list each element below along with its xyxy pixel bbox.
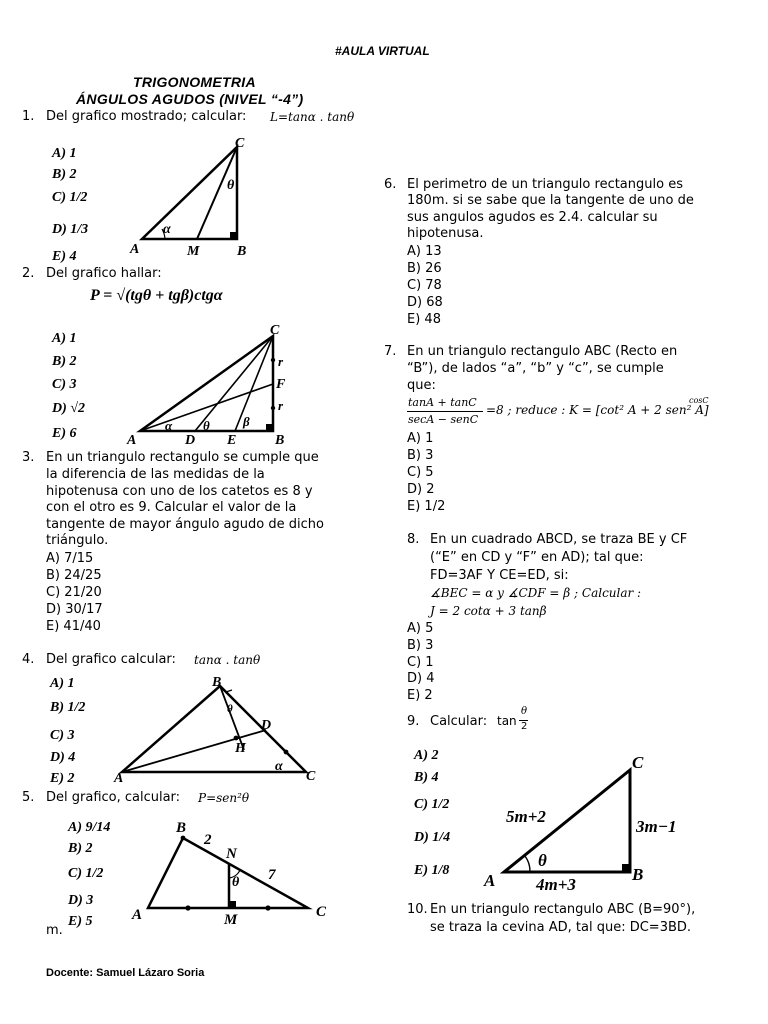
q2-option-c: C) 3 [52,377,77,392]
q3-line-2: la diferencia de las medidas de la [46,467,265,482]
q6-line-1: El perimetro de un triangulo rectangulo es [407,177,683,192]
q8-condition: ∡BEC = α y ∡CDF = β ; Calcular : [430,586,642,600]
q10-line-1: En un triangulo rectangulo ABC (B=90°), [430,902,696,917]
q5-trailing-text: m. [46,923,63,938]
q2-figure [125,322,295,446]
q4-number: 4. [22,652,35,667]
q2-option-e: E) 6 [52,426,77,441]
q9-label-hypotenuse: 5m+2 [506,807,546,826]
q4-text: Del grafico calcular: [46,652,176,667]
q7-fraction-numerator: tanA + tanC [408,396,477,409]
q6-line-3: sus angulos agudos es 2.4. calcular su [407,210,658,225]
q4-option-b: B) 1/2 [50,700,86,715]
q5-label-two: 2 [204,832,212,848]
q6-line-4: hipotenusa. [407,226,484,241]
q8-option-e: E) 2 [407,688,433,703]
q1-label-a: A [130,242,140,257]
q2-label-beta: β [243,414,250,429]
q8-option-a: A) 5 [407,621,434,636]
q1-option-b: B) 2 [52,167,77,182]
q2-number: 2. [22,266,35,281]
q7-option-c: C) 5 [407,465,434,480]
q3-line-5: tangente de mayor ángulo agudo de dicho [46,517,324,532]
footer-teacher: Docente: Samuel Lázaro Soria [46,967,205,979]
q8-option-b: B) 3 [407,638,434,653]
q2-label-alpha: α [165,418,173,433]
q8-line-1: En un cuadrado ABCD, se traza BE y CF [430,532,688,547]
q6-number: 6. [384,177,397,192]
q5-option-a: A) 9/14 [68,820,111,835]
q4-expression: tanα . tanθ [194,653,261,667]
q6-option-d: D) 68 [407,295,443,310]
q5-label-c: C [316,904,327,920]
q2-option-b: B) 2 [52,354,77,369]
q7-fraction-bar [407,411,483,412]
q1-label-theta: θ [227,178,235,193]
q4-label-d: D [261,718,272,733]
q8-line-2: (“E” en CD y “F” en AD); tal que: [430,550,644,565]
q3-option-a: A) 7/15 [46,551,94,566]
q1-option-d: D) 1/3 [52,222,89,237]
title-line1: TRIGONOMETRIA [133,74,256,90]
q3-line-1: En un triangulo rectangulo se cumple que [46,450,319,465]
q9-figure [480,748,700,896]
q2-label-r2: r [278,398,284,413]
q5-expression: P=sen²θ [198,791,250,805]
q4-label-alpha: α [275,759,283,774]
q7-equation: =8 ; reduce : K = [cot² A + 2 sen² A] [486,403,709,417]
q5-option-d: D) 3 [68,893,94,908]
header-tag: #AULA VIRTUAL [335,44,430,58]
q3-option-b: B) 24/25 [46,568,102,583]
q7-line-2: “B”), de lados “a”, “b” y “c”, se cumple [407,361,664,376]
q2-label-a: A [127,433,137,446]
q4-option-e: E) 2 [50,771,75,786]
q6-option-b: B) 26 [407,261,442,276]
q3-number: 3. [22,450,35,465]
q1-label-alpha: α [163,222,171,237]
q8-expression: J = 2 cotα + 3 tanβ [430,604,547,618]
q7-exponent: cosC [689,396,709,405]
q9-option-e: E) 1/8 [414,863,450,878]
q1-expression: L=tanα . tanθ [270,110,355,124]
q7-fraction-denominator: secA − senC [408,413,479,426]
q7-option-d: D) 2 [407,482,435,497]
q4-label-a: A [114,771,124,786]
q1-label-c: C [235,136,245,151]
q7-option-a: A) 1 [407,431,434,446]
q2-label-d: D [185,433,196,446]
q9-label-leg: 3m−1 [636,817,677,836]
q1-label-m: M [187,244,200,259]
q9-label-theta: θ [538,851,547,870]
q5-text: Del grafico, calcular: [46,790,181,805]
title-line2: ÁNGULOS AGUDOS (NIVEL “-4”) [76,91,304,107]
q9-number: 9. [407,714,420,729]
q9-label-c: C [632,753,644,772]
q2-option-d: D) √2 [52,401,85,416]
q5-label-b: B [176,820,187,836]
q5-figure [128,816,338,928]
q6-option-a: A) 13 [407,244,442,259]
q9-expression-prefix: tan [497,714,517,728]
q4-label-h: H [235,741,246,756]
q5-label-a: A [132,907,143,923]
q9-fraction-numerator: θ [521,706,528,717]
q2-label-e: E [227,433,237,446]
q2-label-f: F [276,377,286,392]
q2-expression: P = √(tgθ + tgβ)ctgα [90,287,223,304]
q2-label-r1: r [278,354,284,369]
q9-label-base: 4m+3 [536,875,576,894]
q1-text: Del grafico mostrado; calcular: [46,109,247,124]
q9-option-d: D) 1/4 [414,830,451,845]
q3-option-e: E) 41/40 [46,619,101,634]
q8-option-c: C) 1 [407,655,434,670]
q8-number: 8. [407,532,420,547]
q5-option-c: C) 1/2 [68,866,104,881]
q3-line-3: hipotenusa con uno de los catetos es 8 y [46,484,313,499]
q3-option-d: D) 30/17 [46,602,103,617]
q1-figure [125,133,260,261]
q3-line-4: con el otro es 9. Calcular el valor de la [46,500,297,515]
q4-option-c: C) 3 [50,728,75,743]
q4-figure [108,672,324,786]
q9-label-a: A [484,871,496,890]
q9-option-c: C) 1/2 [414,797,450,812]
q4-option-d: D) 4 [50,750,76,765]
q4-option-a: A) 1 [50,676,75,691]
q7-option-e: E) 1/2 [407,499,446,514]
q7-option-b: B) 3 [407,448,434,463]
q10-line-2: se traza la cevina AD, tal que: DC=3BD. [430,920,692,935]
q4-label-b: B [212,675,222,690]
q9-fraction-denominator: 2 [521,721,528,732]
q1-option-c: C) 1/2 [52,190,88,205]
q9-text: Calcular: [430,714,488,729]
q8-line-3: FD=3AF Y CE=ED, si: [430,568,569,583]
q9-option-b: B) 4 [414,770,439,785]
q5-option-e: E) 5 [68,914,93,929]
q2-label-b: B [275,433,285,446]
q4-label-c: C [306,769,316,784]
q3-line-6: triángulo. [46,533,109,548]
q7-number: 7. [384,344,397,359]
q6-option-c: C) 78 [407,278,442,293]
q2-text: Del grafico hallar: [46,266,162,281]
q8-option-d: D) 4 [407,671,435,686]
q7-line-1: En un triangulo rectangulo ABC (Recto en [407,344,678,359]
q9-option-a: A) 2 [414,748,439,763]
q2-option-a: A) 1 [52,331,77,346]
q5-option-b: B) 2 [68,841,93,856]
q7-line-3: que: [407,378,436,393]
q3-option-c: C) 21/20 [46,585,102,600]
q1-option-e: E) 4 [52,249,77,264]
q5-label-seven: 7 [268,867,276,883]
q9-label-b: B [632,865,644,884]
q2-label-theta: θ [203,418,210,433]
q1-label-b: B [237,244,247,259]
q6-option-e: E) 48 [407,312,441,327]
q5-label-m: M [224,912,238,928]
q1-option-a: A) 1 [52,146,77,161]
q5-label-n: N [226,846,237,862]
q4-label-theta: θ [227,703,233,715]
q10-number: 10. [407,902,428,917]
q6-line-2: 180m. si se sabe que la tangente de uno de [407,193,694,208]
q2-label-c: C [270,323,280,338]
q5-number: 5. [22,790,35,805]
q1-number: 1. [22,109,35,124]
q5-label-theta: θ [232,875,240,890]
